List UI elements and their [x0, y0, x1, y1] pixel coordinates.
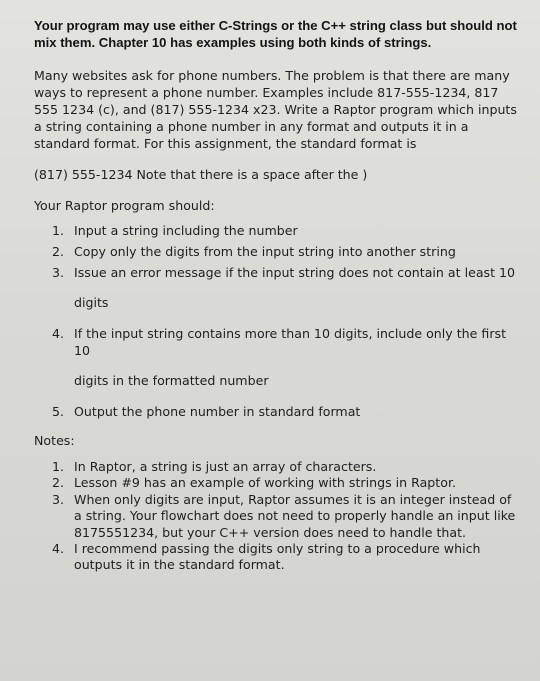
list-item [34, 222, 520, 239]
list-item-text: I recommend passing the digits only string to a procedure which outputs it in the standard format. [74, 541, 481, 573]
list-item-text: If the input string contains more than 10 digits, include only the first 10 [74, 326, 507, 358]
list-item [34, 492, 520, 541]
requirements-list [34, 222, 520, 420]
list-item-number: 3. [52, 265, 65, 280]
list-item-text: Input a string including the number [74, 223, 298, 238]
list-item-number: 4. [52, 326, 65, 341]
list-item-text: When only digits are input, Raptor assumes it is an integer instead of a string. Your flowchart does not need to properly handle an input like 8175551234, but your C++ version does need to handle that. [74, 491, 516, 540]
list-item-number: 2. [52, 475, 65, 491]
list-item-number: 5. [52, 404, 65, 419]
list-item [34, 264, 520, 311]
list-item-number: 1. [52, 459, 65, 474]
list-item [34, 243, 520, 260]
list-item-text: In Raptor, a string is just an array of characters. [74, 459, 377, 474]
list-item-continuation: digits in the formatted number [74, 373, 269, 388]
list-item-text: Output the phone number in standard format [74, 404, 361, 419]
intro-paragraph: Your program may use either C-Strings or the C++ string class but should not mix them. Chapter 10 has examples using both kinds of strings. [34, 18, 517, 50]
list-item-text: Copy only the digits from the input string into another string [74, 244, 456, 259]
list-item-text: Lesson #9 has an example of working with strings in Raptor. [74, 475, 456, 491]
list-item [34, 541, 520, 574]
requirements-label: Your Raptor program should: [34, 198, 215, 213]
notes-list [34, 459, 520, 574]
notes-label: Notes: [34, 433, 75, 448]
list-item-number: 1. [52, 223, 65, 238]
list-item [34, 475, 520, 491]
list-item-number: 2. [52, 244, 65, 259]
list-item [34, 459, 520, 475]
list-item-text: Issue an error message if the input string does not contain at least 10 [74, 265, 516, 280]
list-item-continuation: digits [74, 295, 109, 310]
list-item [34, 403, 520, 420]
list-item [34, 325, 520, 389]
problem-description: Many websites ask for phone numbers. The problem is that there are many ways to represent a phone number. Examples include 817-555-1234, 817 555 1234 (c), and (817) 555-1234 x23. Write a Raptor program which inputs a string containing a phone number in any format and outputs it in a standard format. For this assignment, the standard format is [34, 68, 517, 151]
list-item-number: 3. [52, 491, 65, 507]
standard-format-line: (817) 555-1234 Note that there is a space after the ) [34, 167, 368, 182]
list-item-number: 4. [52, 541, 65, 557]
